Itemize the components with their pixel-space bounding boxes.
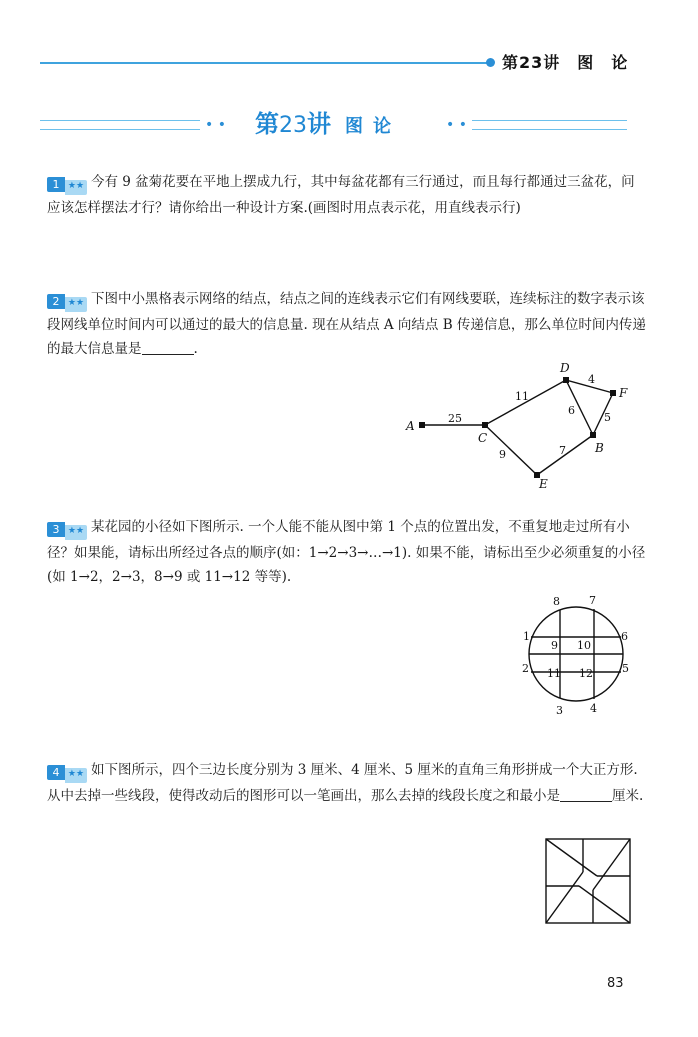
point-label: 7 <box>589 594 596 607</box>
problem-number: 4 <box>47 765 65 780</box>
answer-blank[interactable] <box>142 340 194 355</box>
point-label: 12 <box>579 667 593 680</box>
title-main: 第 <box>255 110 279 138</box>
node-label: D <box>560 361 570 375</box>
point-label: 3 <box>556 704 563 717</box>
problem-badge <box>47 517 87 541</box>
header-dot <box>486 58 495 67</box>
point-label: 2 <box>522 662 529 675</box>
difficulty-stars-icon: ★★ <box>65 297 87 312</box>
problem-number: 3 <box>47 522 65 537</box>
problem-text-end: 厘米. <box>612 788 644 804</box>
triangle-hypotenuse <box>546 872 583 923</box>
edge-weight: 25 <box>448 412 462 425</box>
running-header <box>0 0 698 80</box>
difficulty-stars-icon: ★★ <box>65 768 87 783</box>
problem-number: 2 <box>47 294 65 309</box>
node-c <box>482 422 488 428</box>
edge-weight: 5 <box>604 411 611 424</box>
difficulty-stars-icon: ★★ <box>65 525 87 540</box>
answer-blank[interactable] <box>560 787 612 802</box>
garden-path-diagram <box>518 592 638 717</box>
problem-badge <box>47 172 87 196</box>
title-rule-left <box>40 120 200 130</box>
page-number: 83 <box>607 976 624 991</box>
point-label: 8 <box>553 595 560 608</box>
title-end: 讲 <box>307 110 331 138</box>
node-b <box>590 432 596 438</box>
node-label: E <box>539 477 548 490</box>
title-number: 23 <box>279 113 307 138</box>
network-diagram <box>400 360 640 490</box>
title-dots-right: • • <box>446 117 467 133</box>
problem-badge <box>47 760 87 784</box>
point-label: 4 <box>590 702 597 715</box>
problem-4 <box>47 758 647 808</box>
pinwheel-square-diagram <box>543 836 633 926</box>
problem-number: 1 <box>47 177 65 192</box>
title-rule-right <box>472 120 627 130</box>
point-label: 10 <box>577 639 591 652</box>
point-label: 9 <box>551 639 558 652</box>
triangle-hypotenuse <box>593 839 630 890</box>
triangle-hypotenuse <box>546 839 597 876</box>
node-label: F <box>619 386 628 400</box>
edge-weight: 11 <box>515 390 529 403</box>
problem-text: 如下图所示，四个三边长度分别为 3 厘米、4 厘米、5 厘米的直角三角形拼成一个大正方形. 从中去掉一些线段，使得改动后的图形可以一笔画出，那么去掉的线段长度之和最小是 <box>47 762 638 804</box>
problem-text: 今有 9 盆菊花要在平地上摆成九行，其中每盆花都有三行通过，而且每行都通过三盆花，问应该怎样摆法才行？请你给出一种设计方案.(画图时用点表示花，用直线表示行) <box>47 174 635 216</box>
point-label: 5 <box>622 662 629 675</box>
header-rule <box>40 62 488 64</box>
outer-square <box>546 839 630 923</box>
node-label: C <box>478 431 488 445</box>
title-subject: 图论 <box>345 116 401 137</box>
problem-1 <box>47 170 647 220</box>
chapter-title-bar <box>0 100 698 150</box>
node-d <box>563 377 569 383</box>
point-label: 6 <box>621 630 628 643</box>
problem-text: 下图中小黑格表示网络的结点，结点之间的连线表示它们有网线要联，连续标注的数字表示该段网线单位时间内可以通过的最大的信息量. 现在从结点 A 向结点 B 传递信息，那么单位时间内传递的最大信息量是 <box>47 291 646 357</box>
problem-3 <box>47 515 647 589</box>
edge-c-e <box>485 425 537 475</box>
point-label: 1 <box>523 630 530 643</box>
node-f <box>610 390 616 396</box>
point-label: 11 <box>547 667 561 680</box>
problem-text: 某花园的小径如下图所示. 一个人能不能从图中第 1 个点的位置出发，不重复地走过所有小径？如果能，请标出所经过各点的顺序(如：1→2→3→…→1). 如果不能，请标出至少必须重复的小径(如 1→2，2→3，8→9 或 11→12 等等). <box>47 519 646 585</box>
difficulty-stars-icon: ★★ <box>65 180 87 195</box>
problem-badge <box>47 289 87 313</box>
title-dots-left: • • <box>205 117 226 133</box>
edge-weight: 9 <box>499 448 506 461</box>
running-title: 第23讲 图 论 <box>502 53 629 72</box>
problem-text-end: . <box>193 341 198 357</box>
edge-weight: 6 <box>568 404 575 417</box>
node-label: B <box>595 441 604 455</box>
node-label: A <box>406 419 415 433</box>
edge-weight: 7 <box>559 444 566 457</box>
edge-weight: 4 <box>588 373 595 386</box>
triangle-hypotenuse <box>579 886 630 923</box>
node-a <box>419 422 425 428</box>
chapter-title <box>255 104 401 139</box>
problem-2 <box>47 287 647 361</box>
